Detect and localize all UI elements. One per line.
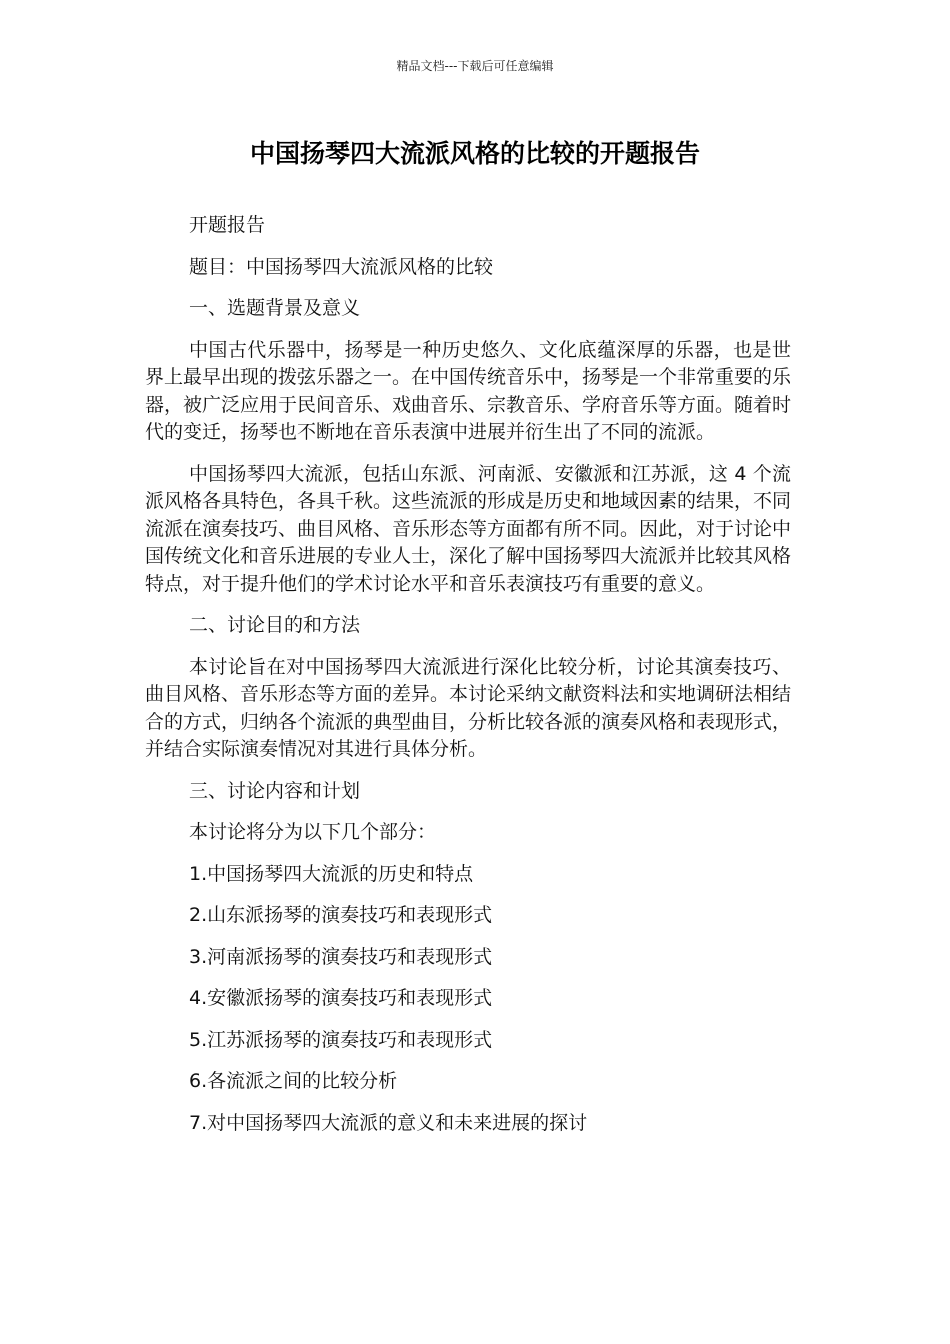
list-item: 2.山东派扬琴的演奏技巧和表现形式 [189, 904, 493, 926]
document-title: 中国扬琴四大流派风格的比较的开题报告 [249, 139, 700, 168]
list-item: 5.江苏派扬琴的演奏技巧和表现形式 [189, 1028, 493, 1051]
section-2-paragraph: 本讨论旨在对中国扬琴四大流派进行深化比较分析，讨论其演奏技巧、曲目风格、音乐形态等方面的差异。本讨论采纳文献资料法和实地调研法相结合的方式，归纳各个流派的典型曲目，分析比较各派的演奏风格和表现形式，并结合实际演奏情况对其进行具体分析。 [145, 655, 792, 760]
section-1-paragraph: 中国扬琴四大流派，包括山东派、河南派、安徽派和江苏派，这 4 个流派风格各具特色，各具千秋。这些流派的形成是历史和地域因素的结果，不同流派在演奏技巧、曲目风格、音乐形态等方面都有所不同。因此，对于讨论中国传统文化和音乐进展的专业人士，深化了解中国扬琴四大流派并比较其风格特点，对于提升他们的学术讨论水平和音乐表演技巧有重要的意义。 [145, 462, 792, 595]
section-3-intro: 本讨论将分为以下几个部分： [189, 821, 437, 843]
section-1-heading: 一、选题背景及意义 [189, 297, 361, 319]
list-item: 3.河南派扬琴的演奏技巧和表现形式 [189, 945, 493, 968]
page-header: 精品文档---下载后可任意编辑 [396, 59, 554, 73]
section-3-heading: 三、讨论内容和计划 [189, 779, 361, 802]
document-body [145, 212, 791, 1151]
section-2-heading: 二、讨论目的和方法 [189, 614, 361, 636]
list-item: 7.对中国扬琴四大流派的意义和未来进展的探讨 [189, 1111, 588, 1134]
list-item: 4.安徽派扬琴的演奏技巧和表现形式 [189, 987, 493, 1009]
report-label: 开题报告 [189, 214, 266, 236]
list-item: 1.中国扬琴四大流派的历史和特点 [189, 862, 474, 885]
list-item: 6.各流派之间的比较分析 [189, 1070, 398, 1092]
section-1-paragraph: 中国古代乐器中，扬琴是一种历史悠久、文化底蕴深厚的乐器，也是世界上最早出现的拨弦乐器之一。在中国传统音乐中，扬琴是一个非常重要的乐器，被广泛应用于民间音乐、戏曲音乐、宗教音乐、学府音乐等方面。随着时代的变迁，扬琴也不断地在音乐表演中进展并衍生出了不同的流派。 [145, 338, 792, 443]
topic-line: 题目：中国扬琴四大流派风格的比较 [189, 255, 494, 278]
